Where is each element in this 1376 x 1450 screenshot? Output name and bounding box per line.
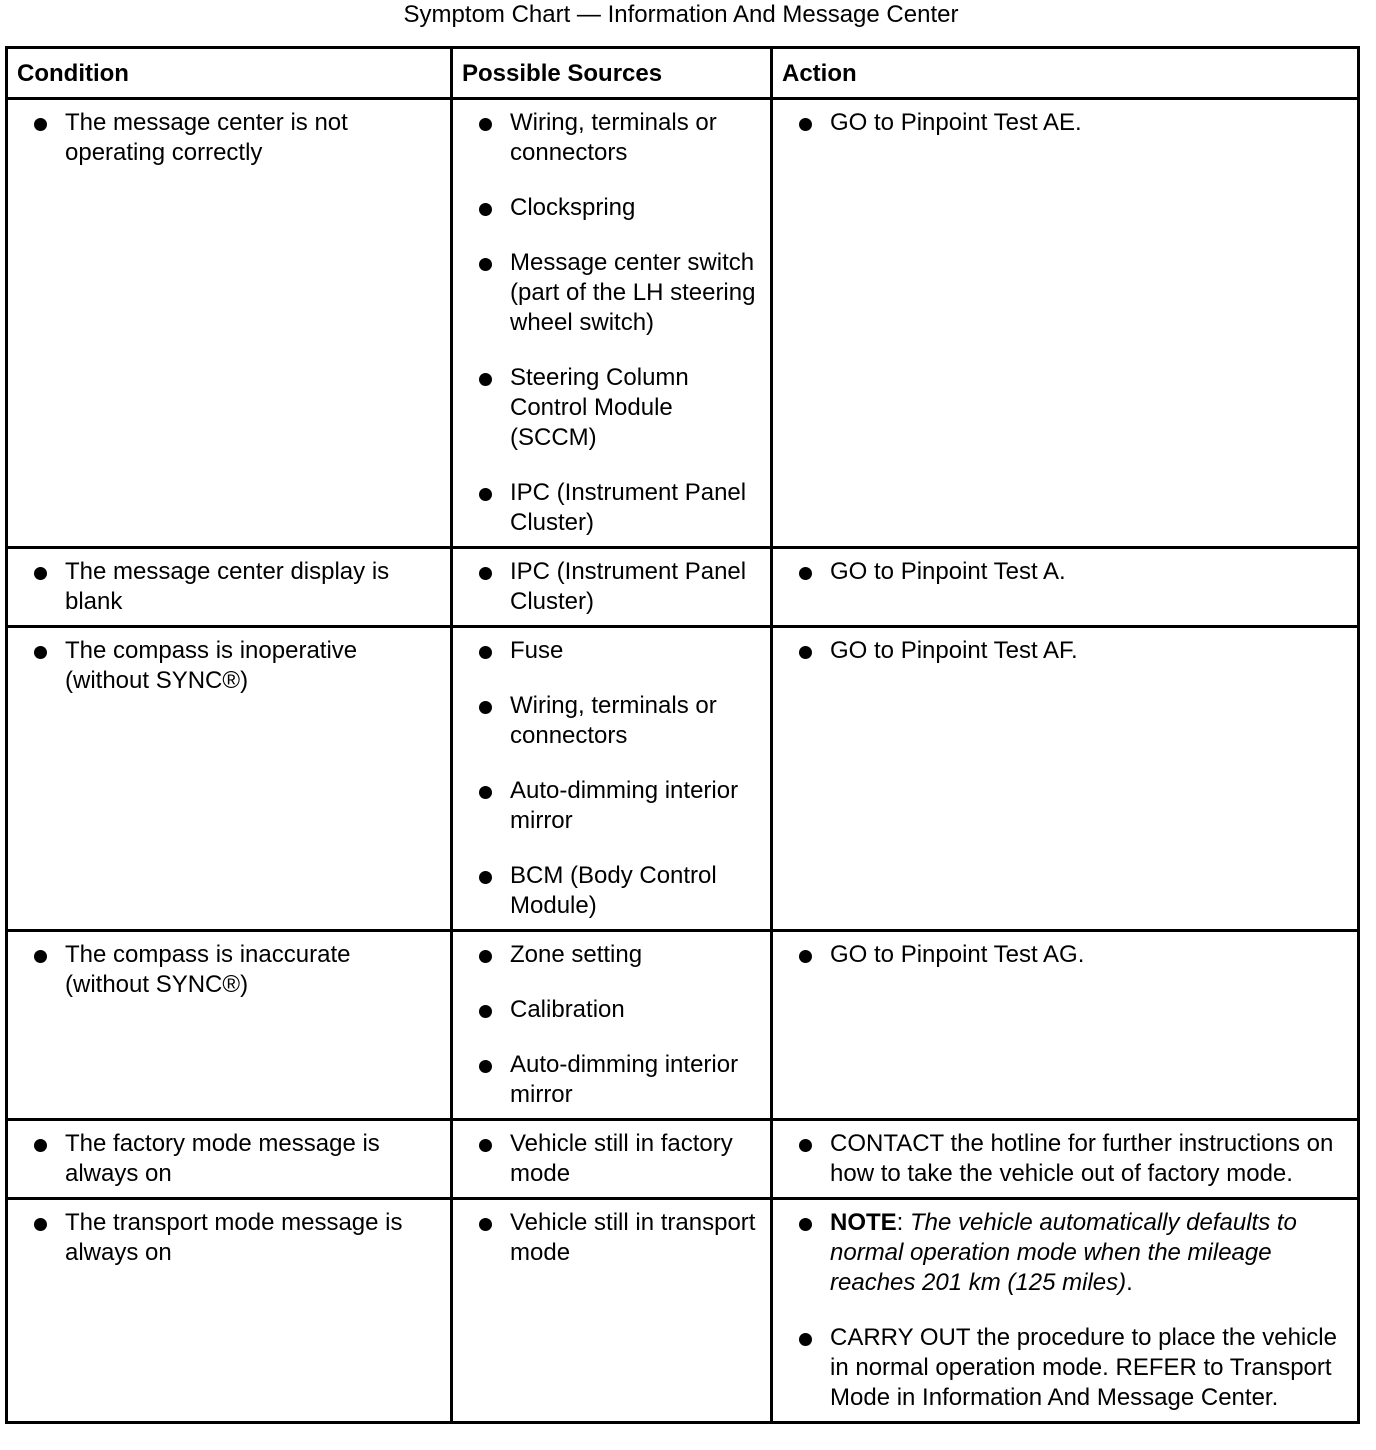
source-text: Wiring, terminals or connectors [510, 109, 717, 166]
condition-text: The compass is inaccurate (without SYNC®) [65, 941, 351, 998]
action-cell [772, 931, 1359, 1120]
note-text: The vehicle automatically defaults to normal operation mode when the mileage reaches 201 km (125 miles) [830, 1209, 1297, 1296]
list-item [453, 1129, 758, 1189]
action-text: GO to Pinpoint Test A. [830, 558, 1066, 585]
source-text: Zone setting [510, 941, 643, 968]
list-item [8, 557, 438, 617]
list-item [453, 193, 758, 223]
action-cell [772, 99, 1359, 548]
bullet-icon [34, 646, 47, 659]
condition-cell [7, 1120, 452, 1199]
bullet-icon [799, 567, 812, 580]
bullet-icon [799, 118, 812, 131]
list-item [453, 940, 758, 970]
condition-cell [7, 931, 452, 1120]
list-item [453, 108, 758, 168]
condition-cell [7, 1199, 452, 1423]
list-item [453, 1208, 758, 1268]
list-item [453, 691, 758, 751]
bullet-icon [799, 950, 812, 963]
bullet-icon [479, 786, 492, 799]
condition-text: The message center display is blank [65, 558, 390, 615]
condition-text: The compass is inoperative (without SYNC®) [65, 637, 358, 694]
bullet-icon [34, 1139, 47, 1152]
chart-title: Symptom Chart — Information And Message Center [403, 1, 959, 28]
condition-text: The transport mode message is always on [65, 1209, 403, 1266]
bullet-icon [479, 373, 492, 386]
list-item [453, 995, 758, 1025]
source-text: Vehicle still in transport mode [510, 1209, 756, 1266]
bullet-icon [479, 1005, 492, 1018]
list-item [8, 1208, 438, 1268]
source-text: Auto-dimming interior mirror [510, 777, 739, 834]
condition-cell [7, 627, 452, 931]
bullet-icon [34, 118, 47, 131]
symptom-table [5, 46, 1360, 1424]
action-text: GO to Pinpoint Test AE. [830, 109, 1082, 136]
bullet-icon [799, 1218, 812, 1231]
list-item [773, 108, 1345, 138]
bullet-icon [479, 1060, 492, 1073]
sources-cell [452, 1120, 772, 1199]
bullet-icon [799, 1333, 812, 1346]
condition-text: The message center is not operating correctly [65, 109, 348, 166]
list-item [453, 363, 758, 453]
source-text: Wiring, terminals or connectors [510, 692, 717, 749]
sources-cell [452, 1199, 772, 1423]
condition-cell [7, 548, 452, 627]
list-item [8, 1129, 438, 1189]
bullet-icon [479, 871, 492, 884]
bullet-icon [479, 950, 492, 963]
source-text: Clockspring [510, 194, 636, 221]
bullet-icon [479, 646, 492, 659]
table-row [7, 627, 1359, 931]
sources-cell [452, 627, 772, 931]
header-possible-sources: Possible Sources [452, 48, 772, 99]
list-item [773, 636, 1345, 666]
header-condition: Condition [7, 48, 452, 99]
bullet-icon [34, 950, 47, 963]
source-text: Steering Column Control Module (SCCM) [510, 364, 689, 451]
list-item [453, 478, 758, 538]
source-text: BCM (Body Control Module) [510, 862, 717, 919]
action-cell [772, 627, 1359, 931]
sources-cell [452, 931, 772, 1120]
action-cell [772, 1199, 1359, 1423]
source-text: Message center switch (part of the LH steering wheel switch) [510, 249, 756, 336]
list-item [8, 108, 438, 168]
source-text: Auto-dimming interior mirror [510, 1051, 739, 1108]
sources-cell [452, 99, 772, 548]
action-text: GO to Pinpoint Test AF. [830, 637, 1078, 664]
list-item [773, 1323, 1345, 1413]
note-label: NOTE [830, 1209, 897, 1236]
list-item [453, 557, 758, 617]
source-text: Fuse [510, 637, 564, 664]
action-cell [772, 1120, 1359, 1199]
bullet-icon [479, 203, 492, 216]
bullet-icon [799, 1139, 812, 1152]
condition-cell [7, 99, 452, 548]
bullet-icon [799, 646, 812, 659]
bullet-icon [479, 567, 492, 580]
table-row [7, 99, 1359, 548]
bullet-icon [479, 1218, 492, 1231]
list-item [773, 940, 1345, 970]
list-item [453, 248, 758, 338]
condition-text: The factory mode message is always on [65, 1130, 380, 1187]
action-text: CONTACT the hotline for further instructions on how to take the vehicle out of factory mode. [830, 1130, 1334, 1187]
action-text: CARRY OUT the procedure to place the vehicle in normal operation mode. REFER to Transport Mode in Information And Message Center. [830, 1324, 1337, 1411]
list-item [8, 940, 438, 1000]
list-item [453, 861, 758, 921]
list-item: NOTE: The vehicle automatically defaults to normal operation mode when the mileage reaches 201 km (125 miles). [773, 1208, 1345, 1298]
bullet-icon [479, 488, 492, 501]
bullet-icon [34, 567, 47, 580]
list-item [8, 636, 438, 696]
table-row [7, 931, 1359, 1120]
list-item [453, 1050, 758, 1110]
table-row [7, 1199, 1359, 1423]
source-text: IPC (Instrument Panel Cluster) [510, 558, 747, 615]
bullet-icon [479, 1139, 492, 1152]
list-item [773, 557, 1345, 587]
bullet-icon [479, 118, 492, 131]
bullet-icon [479, 701, 492, 714]
table-row [7, 1120, 1359, 1199]
list-item [453, 776, 758, 836]
source-text: IPC (Instrument Panel Cluster) [510, 479, 747, 536]
source-text: Vehicle still in factory mode [510, 1130, 733, 1187]
bullet-icon [34, 1218, 47, 1231]
header-row [7, 48, 1359, 99]
action-text: GO to Pinpoint Test AG. [830, 941, 1085, 968]
list-item [773, 1129, 1345, 1189]
source-text: Calibration [510, 996, 625, 1023]
list-item [453, 636, 758, 666]
table-row [7, 548, 1359, 627]
sources-cell [452, 548, 772, 627]
action-cell [772, 548, 1359, 627]
bullet-icon [479, 258, 492, 271]
header-action: Action [772, 48, 1359, 99]
